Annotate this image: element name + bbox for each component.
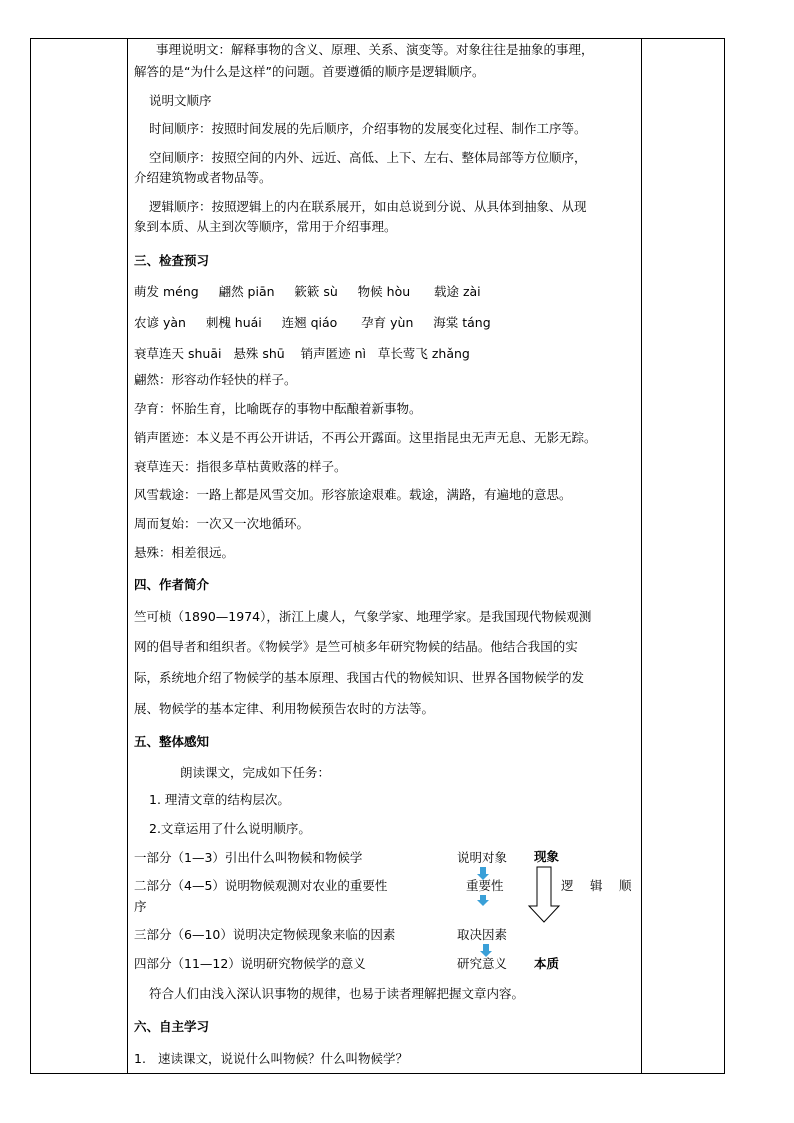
section4-title: 四、作者简介 [134, 577, 210, 592]
definition-1: 翩然：形容动作轻快的样子。 [134, 372, 297, 387]
logic-char-1: 逻 [561, 878, 574, 893]
logic-order-line2: 象到本质、从主到次等顺序，常用于介绍事理。 [134, 219, 397, 234]
definition-7: 悬殊：相差很远。 [134, 545, 235, 560]
side-label-essence: 本质 [534, 956, 560, 971]
section3-title: 三、检查预习 [134, 253, 210, 268]
column-divider-right [641, 39, 642, 1073]
structure-part1: 一部分（1—3）引出什么叫物候和物候学 [134, 850, 363, 865]
vocab-row2: 农谚 yàn 刺槐 huái 连翘 qiáo 孕育 yùn 海棠 táng [134, 315, 491, 330]
vocab-row1: 萌发 méng 翩然 piān 簌簌 sù 物候 hòu 载途 zài [134, 284, 481, 299]
structure-part2-line1: 二部分（4—5）说明物候观测对农业的重要性 [134, 878, 388, 893]
space-order-line1: 空间顺序：按照空间的内外、远近、高低、上下、左右、整体局部等方位顺序， [149, 150, 587, 165]
definition-4: 衰草连天：指很多草枯黄败落的样子。 [134, 459, 347, 474]
question1: 速读课文，说说什么叫物候？什么叫物候学？ [158, 1051, 409, 1066]
arrow-down-icon [483, 944, 489, 952]
structure-part3: 三部分（6—10）说明决定物候现象来临的因素 [134, 927, 396, 942]
time-order: 时间顺序：按照时间发展的先后顺序，介绍事物的发展变化过程、制作工序等。 [149, 121, 587, 136]
label-explain-object: 说明对象 [457, 850, 508, 865]
definition-5: 风雪载途：一路上都是风雪交加。形容旅途艰难。载途，满路，有遍地的意思。 [134, 487, 572, 502]
arrow-down-icon [480, 895, 486, 901]
logic-order-line1: 逻辑顺序：按照逻辑上的内在联系展开，如由总说到分说、从具体到抽象、从现 [149, 199, 587, 214]
question1-number: 1. [134, 1051, 146, 1066]
order-title: 说明文顺序 [149, 93, 212, 108]
author-line1: 竺可桢（1890—1974），浙江上虞人，气象学家、地理学家。是我国现代物候观测 [134, 609, 592, 624]
label-importance: 重要性 [466, 878, 504, 893]
space-order-line2: 介绍建筑物或者物品等。 [134, 170, 272, 185]
definition-3: 销声匿迹：本义是不再公开讲话，不再公开露面。这里指昆虫无声无息、无影无踪。 [134, 430, 597, 445]
label-deciding-factor: 取决因素 [457, 927, 508, 942]
big-arrow-down-icon [527, 866, 561, 924]
logic-char-3: 顺 [619, 878, 632, 893]
structure-part4: 四部分（11—12）说明研究物候学的意义 [134, 956, 366, 971]
conclusion: 符合人们由浅入深认识事物的规律，也易于读者理解把握文章内容。 [149, 986, 525, 1001]
label-research-meaning: 研究意义 [457, 956, 508, 971]
task-2: 2.文章运用了什么说明顺序。 [149, 821, 311, 836]
section5-title: 五、整体感知 [134, 734, 210, 749]
section6-title: 六、自主学习 [134, 1019, 210, 1034]
side-label-phenomenon: 现象 [534, 849, 560, 864]
para1-line2: 解答的是“为什么是这样”的问题。首要遵循的顺序是逻辑顺序。 [134, 64, 485, 79]
author-line2: 网的倡导者和组织者。《物候学》是竺可桢多年研究物候的结晶。他结合我国的实 [134, 639, 578, 654]
structure-part2-line2: 序 [134, 899, 147, 914]
definition-6: 周而复始：一次又一次地循环。 [134, 516, 310, 531]
task-1: 1. 理清文章的结构层次。 [149, 792, 290, 807]
arrow-down-icon [480, 867, 486, 875]
vocab-row3: 衰草连天 shuāi 悬殊 shū 销声匿迹 nì 草长莺飞 zhǎng [134, 346, 470, 361]
task-intro: 朗读课文，完成如下任务： [180, 765, 331, 780]
para1-line1: 事理说明文：解释事物的含义、原理、关系、演变等。对象往往是抽象的事理， [156, 42, 594, 57]
column-divider-left [127, 39, 128, 1073]
definition-2: 孕育：怀胎生育，比喻既存的事物中酝酿着新事物。 [134, 401, 422, 416]
author-line4: 展、物候学的基本定律、利用物候预告农时的方法等。 [134, 701, 435, 716]
author-line3: 际，系统地介绍了物候学的基本原理、我国古代的物候知识、世界各国物候学的发 [134, 670, 585, 685]
logic-char-2: 辑 [590, 878, 603, 893]
